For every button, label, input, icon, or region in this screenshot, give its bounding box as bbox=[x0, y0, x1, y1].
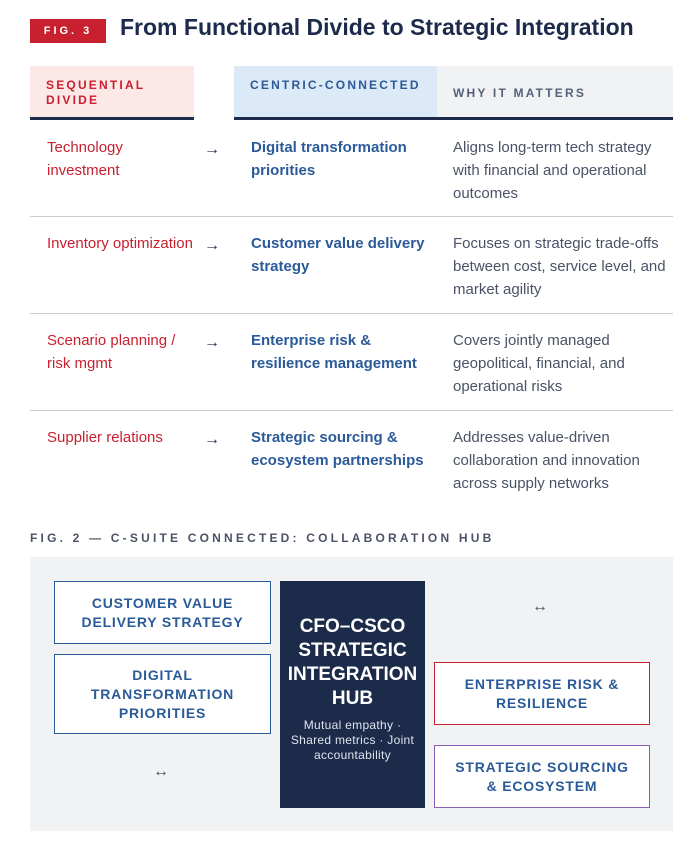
figure-3-badge: FIG. 3 bbox=[30, 19, 106, 43]
digital-transformation-label: DIGITAL TRANSFORMATION PRIORITIES bbox=[90, 666, 235, 721]
why-cell: Aligns long-term tech strategy with financial and operational outcomes bbox=[453, 139, 652, 202]
figure-2-title: FIG. 2 — C-SUITE CONNECTED: COLLABORATION HUB bbox=[30, 531, 495, 545]
hub-subtitle: Mutual empathy · Shared metrics · Joint accountability bbox=[290, 718, 415, 762]
sequential-cell: Scenario planning / risk mgmt bbox=[47, 332, 176, 372]
why-cell: Addresses value-driven collaboration and innovation across supply networks bbox=[453, 429, 640, 492]
right-arrow-icon: → bbox=[204, 141, 220, 158]
centric-cell: Enterprise risk & resilience management bbox=[251, 332, 417, 372]
right-arrow-icon: → bbox=[204, 237, 220, 254]
header-why-it-matters: WHY IT MATTERS bbox=[437, 66, 673, 120]
why-cell: Covers jointly managed geopolitical, financial, and operational risks bbox=[453, 332, 625, 395]
bidirectional-arrow-icon: ↔ bbox=[532, 598, 548, 615]
sequential-cell: Technology investment bbox=[47, 139, 123, 179]
integration-hub bbox=[280, 581, 425, 808]
header-centric-connected: CENTRIC-CONNECTED bbox=[234, 66, 437, 120]
why-cell: Focuses on strategic trade-offs between cost, service level, and market agility bbox=[453, 235, 666, 298]
enterprise-risk-box bbox=[434, 662, 650, 725]
centric-cell: Digital transformation priorities bbox=[251, 139, 407, 179]
row-divider bbox=[30, 313, 673, 314]
customer-value-label: CUSTOMER VALUE DELIVERY STRATEGY bbox=[81, 594, 244, 630]
right-arrow-icon: → bbox=[204, 334, 220, 351]
sequential-cell: Inventory optimization bbox=[47, 235, 193, 252]
bidirectional-arrow-icon: ↔ bbox=[153, 763, 169, 780]
row-divider bbox=[30, 410, 673, 411]
centric-cell: Strategic sourcing & ecosystem partnerships bbox=[251, 429, 424, 469]
right-arrow-icon: → bbox=[204, 431, 220, 448]
enterprise-risk-label: ENTERPRISE RISK & RESILIENCE bbox=[464, 675, 620, 711]
hub-title: CFO–CSCO STRATEGIC INTEGRATION HUB bbox=[287, 616, 418, 709]
sequential-cell: Supplier relations bbox=[47, 429, 163, 446]
strategic-sourcing-label: STRATEGIC SOURCING & ECOSYSTEM bbox=[455, 758, 629, 794]
row-divider bbox=[30, 216, 673, 217]
strategic-sourcing-box bbox=[434, 745, 650, 808]
header-sequential-divide: SEQUENTIAL DIVIDE bbox=[30, 66, 194, 120]
figure-3-title: From Functional Divide to Strategic Integration bbox=[120, 14, 634, 40]
digital-transformation-box bbox=[54, 654, 271, 734]
centric-cell: Customer value delivery strategy bbox=[251, 235, 425, 275]
customer-value-box bbox=[54, 581, 271, 644]
